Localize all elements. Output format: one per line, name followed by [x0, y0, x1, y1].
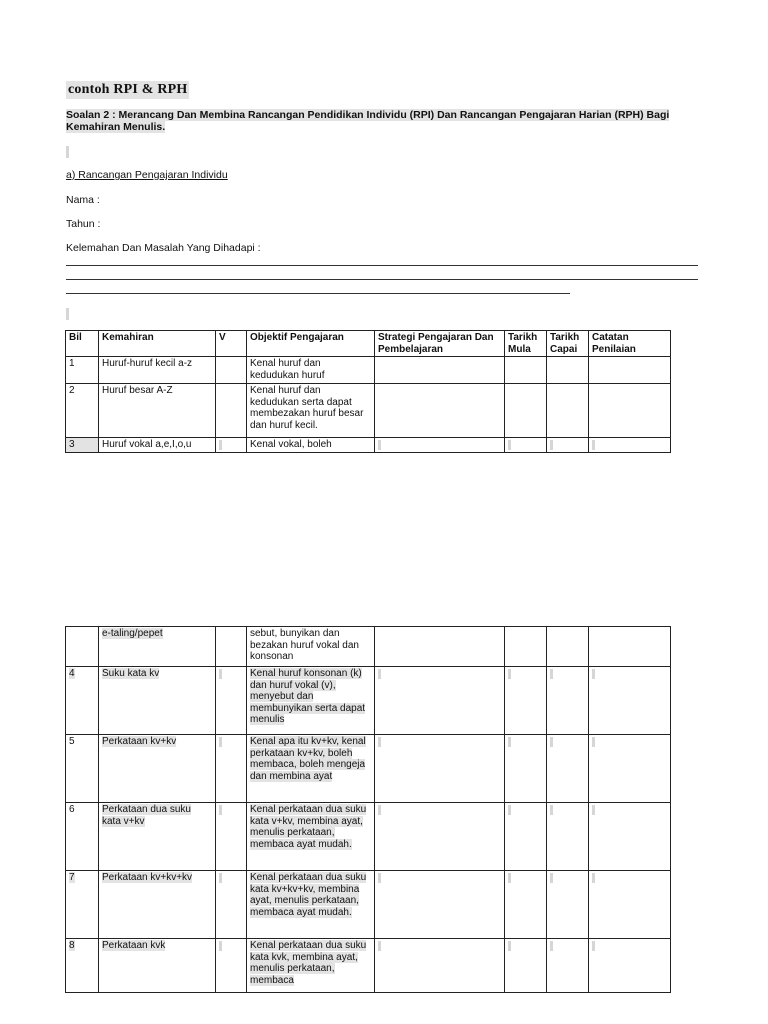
cell-strategi: [375, 735, 505, 803]
cell-kemahiran-text: e-taling/pepet: [102, 628, 163, 639]
col-kemahiran: Kemahiran: [99, 331, 216, 357]
cell-objektif-text: Kenal perkataan dua suku kata v+kv, membina ayat, menulis perkataan, membaca ayat mudah.: [250, 804, 367, 850]
cell-v: [216, 939, 247, 993]
cell-objektif: [247, 939, 375, 993]
cell-tarikh-mula: [505, 384, 547, 438]
answer-line-3: [66, 293, 570, 294]
cell-kemahiran: [99, 871, 216, 939]
cell-marker: [508, 669, 511, 679]
cell-marker: [592, 669, 595, 679]
cell-v: [216, 735, 247, 803]
cell-marker: [550, 805, 553, 815]
cell-marker: [219, 737, 222, 747]
cell-marker: [378, 669, 381, 679]
cell-v: [216, 667, 247, 735]
cell-tarikh-mula: [505, 357, 547, 384]
table-row: [66, 939, 671, 993]
answer-line-1: [66, 265, 698, 266]
cell-strategi: [375, 384, 505, 438]
cell-marker: [592, 737, 595, 747]
cell-objektif: [247, 667, 375, 735]
cell-tarikh-mula: [505, 803, 547, 871]
cell-catatan: [589, 939, 671, 993]
cell-tarikh-capai: [547, 438, 589, 453]
col-bil: Bil: [66, 331, 99, 357]
cell-tarikh-mula: [505, 871, 547, 939]
cell-tarikh-capai: [547, 939, 589, 993]
cell-tarikh-mula: [505, 438, 547, 453]
cell-marker: [378, 737, 381, 747]
cell-tarikh-capai: [547, 667, 589, 735]
section-label: [66, 169, 228, 181]
cell-marker: [550, 737, 553, 747]
cell-catatan: [589, 627, 671, 667]
cell-strategi: [375, 627, 505, 667]
table-row: [66, 803, 671, 871]
cell-bil: [66, 939, 99, 993]
cell-catatan: [589, 735, 671, 803]
tahun-label: Tahun :: [66, 218, 101, 230]
document-title: contoh RPI & RPH: [68, 82, 188, 97]
rpi-table-part2: [65, 626, 671, 993]
cell-objektif: [247, 871, 375, 939]
cell-marker: [219, 440, 222, 450]
text-cursor-mark: [66, 308, 69, 320]
table-row: [66, 667, 671, 735]
cell-tarikh-mula: [505, 667, 547, 735]
cell-catatan: [589, 871, 671, 939]
cell-v: [216, 803, 247, 871]
cell-v: [216, 357, 247, 384]
table-header-row: [66, 331, 671, 357]
cell-objektif: sebut, bunyikan dan bezakan huruf vokal dan konsonan: [247, 627, 375, 667]
cell-kemahiran-text: Perkataan dua suku kata v+kv: [102, 804, 191, 827]
cell-tarikh-capai: [547, 735, 589, 803]
cell-marker: [378, 873, 381, 883]
cell-marker: [219, 805, 222, 815]
cell-v: [216, 438, 247, 453]
cell-kemahiran: [99, 803, 216, 871]
cell-kemahiran: [99, 667, 216, 735]
table-row: [66, 735, 671, 803]
table-row: [66, 357, 671, 384]
cell-bil: 6: [66, 803, 99, 871]
cell-kemahiran: [99, 939, 216, 993]
cell-marker: [378, 941, 381, 951]
answer-line-2: [66, 279, 698, 280]
col-objektif: Objektif Pengajaran: [247, 331, 375, 357]
table-row: [66, 871, 671, 939]
kelemahan-label: Kelemahan Dan Masalah Yang Dihadapi :: [66, 242, 261, 254]
cell-bil: 5: [66, 735, 99, 803]
cell-objektif: Kenal vokal, boleh: [247, 438, 375, 453]
table-row: [66, 438, 671, 453]
cell-marker: [378, 805, 381, 815]
question-heading: [66, 109, 702, 133]
cell-strategi: [375, 803, 505, 871]
cell-bil: 2: [66, 384, 99, 438]
cell-bil: [66, 871, 99, 939]
cell-bil-text: 4: [69, 668, 75, 679]
cell-bil-text: 8: [69, 940, 75, 951]
cell-marker: [508, 941, 511, 951]
cell-kemahiran: Huruf besar A-Z: [99, 384, 216, 438]
cell-tarikh-capai: [547, 627, 589, 667]
cell-catatan: [589, 384, 671, 438]
cell-kemahiran: Huruf-huruf kecil a-z: [99, 357, 216, 384]
cell-marker: [550, 669, 553, 679]
col-tarikh-mula: Tarikh Mula: [505, 331, 547, 357]
cell-bil: [66, 667, 99, 735]
cell-bil-text: 7: [69, 872, 75, 883]
cell-marker: [550, 440, 553, 450]
section-label-text: a) Rancangan Pengajaran Individu: [66, 169, 228, 181]
cell-marker: [550, 873, 553, 883]
cell-objektif: [247, 803, 375, 871]
cell-strategi: [375, 871, 505, 939]
table-row: [66, 627, 671, 667]
col-v: V: [216, 331, 247, 357]
cell-marker: [592, 873, 595, 883]
cell-kemahiran: [99, 627, 216, 667]
cell-marker: [592, 941, 595, 951]
cell-tarikh-capai: [547, 803, 589, 871]
rpi-table-part1: [65, 330, 671, 453]
cell-objektif-text: Kenal apa itu kv+kv, kenal perkataan kv+kv, boleh membaca, boleh mengeja dan membina ayat: [250, 736, 366, 782]
cell-tarikh-capai: [547, 384, 589, 438]
cell-objektif: [247, 735, 375, 803]
cell-kemahiran: [99, 735, 216, 803]
table-row: [66, 384, 671, 438]
cell-objektif: Kenal huruf dan kedudukan huruf: [247, 357, 375, 384]
cell-kemahiran-text: Perkataan kv+kv: [102, 736, 177, 747]
cell-bil: 1: [66, 357, 99, 384]
cell-marker: [219, 873, 222, 883]
cell-marker: [508, 737, 511, 747]
cell-catatan: [589, 667, 671, 735]
cell-v: [216, 627, 247, 667]
cell-bil: [66, 627, 99, 667]
cell-tarikh-mula: [505, 735, 547, 803]
cell-catatan: [589, 803, 671, 871]
cell-marker: [592, 805, 595, 815]
nama-label: Nama :: [66, 194, 100, 206]
cell-objektif-text: Kenal perkataan dua suku kata kv+kv+kv, membina ayat, menulis perkataan, membaca ayat mudah.: [250, 872, 367, 918]
cell-strategi: [375, 667, 505, 735]
question-text: Soalan 2 : Merancang Dan Membina Rancangan Pendidikan Individu (RPI) Dan Rancangan Pengajaran Harian (RPH) Bagi Kemahiran Menulis.: [66, 109, 670, 133]
cell-tarikh-capai: [547, 871, 589, 939]
cell-strategi: [375, 939, 505, 993]
cell-marker: [219, 941, 222, 951]
cell-kemahiran-text: Perkataan kvk: [102, 940, 166, 951]
col-catatan: Catatan Penilaian: [589, 331, 671, 357]
cell-marker: [508, 440, 511, 450]
cell-v: [216, 871, 247, 939]
cell-kemahiran-text: Perkataan kv+kv+kv: [102, 872, 193, 883]
cell-marker: [592, 440, 595, 450]
cell-bil: 3: [66, 438, 99, 453]
cell-objektif-text: Kenal perkataan dua suku kata kvk, membina ayat, menulis perkataan, membaca: [250, 940, 367, 986]
cell-objektif: Kenal huruf dan kedudukan serta dapat membezakan huruf besar dan huruf kecil.: [247, 384, 375, 438]
cell-v: [216, 384, 247, 438]
text-cursor-mark: [66, 146, 69, 158]
cell-catatan: [589, 438, 671, 453]
cell-marker: [508, 805, 511, 815]
cell-marker: [219, 669, 222, 679]
cell-tarikh-capai: [547, 357, 589, 384]
col-strategi: Strategi Pengajaran Dan Pembelajaran: [375, 331, 505, 357]
cell-kemahiran-text: Suku kata kv: [102, 668, 160, 679]
cell-tarikh-mula: [505, 939, 547, 993]
cell-kemahiran: Huruf vokal a,e,I,o,u: [99, 438, 216, 453]
cell-marker: [550, 941, 553, 951]
cell-tarikh-mula: [505, 627, 547, 667]
cell-catatan: [589, 357, 671, 384]
cell-strategi: [375, 357, 505, 384]
cell-marker: [378, 440, 381, 450]
cell-strategi: [375, 438, 505, 453]
cell-marker: [508, 873, 511, 883]
col-tarikh-capai: Tarikh Capai: [547, 331, 589, 357]
cell-objektif-text: Kenal huruf konsonan (k) dan huruf vokal (v), menyebut dan membunyikan serta dapat menulis: [250, 668, 366, 725]
